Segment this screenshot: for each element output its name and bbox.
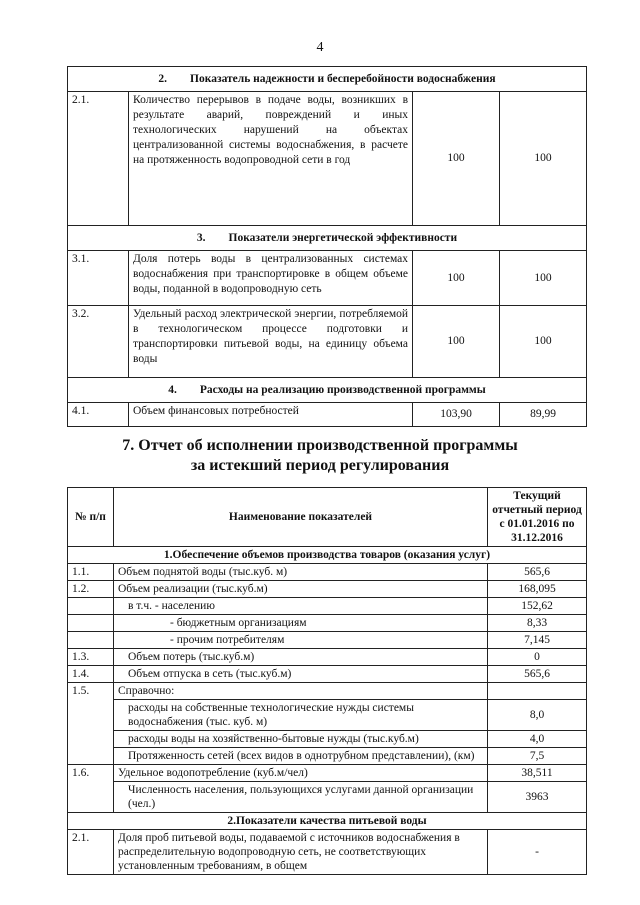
header-period: Текущий отчетный период с 01.01.2016 по 31.12.2016 <box>488 488 587 547</box>
table-row: 1.1. Объем поднятой воды (тыс.куб. м) 565,6 <box>68 564 587 581</box>
header-name: Наименование показателей <box>114 488 488 547</box>
section-header-3: 3. Показатели энергетической эффективности <box>68 226 587 251</box>
table-row: в т.ч. - населению 152,62 <box>68 598 587 615</box>
section-header-4: 4. Расходы на реализацию производственной программы <box>68 378 587 403</box>
table-row: Численность населения, пользующихся услугами данной организации (чел.) 3963 <box>68 782 587 813</box>
table-row: 3.1. Доля потерь воды в централизованных системах водоснабжения при транспортировке в общем объеме воды, поданной в водопроводную сеть 100 100 <box>68 251 587 306</box>
table-row: 1.3. Объем потерь (тыс.куб.м) 0 <box>68 649 587 666</box>
table-row: 1.5. Справочно: <box>68 683 587 700</box>
table-row: расходы на собственные технологические нужды системы водоснабжения (тыс. куб. м) 8,0 <box>68 700 587 731</box>
section-header-2: 2. Показатель надежности и бесперебойности водоснабжения <box>68 67 587 92</box>
table-row: расходы воды на хозяйственно-бытовые нужды (тыс.куб.м) 4,0 <box>68 731 587 748</box>
table-row: - бюджетным организациям 8,33 <box>68 615 587 632</box>
section-header-2-quality: 2.Показатели качества питьевой воды <box>68 813 587 830</box>
table-row: Протяженность сетей (всех видов в однотрубном представлении), (км) 7,5 <box>68 748 587 765</box>
table-row: 1.4. Объем отпуска в сеть (тыс.куб.м) 565,6 <box>68 666 587 683</box>
report-table <box>67 487 587 875</box>
table-row: 1.6. Удельное водопотребление (куб.м/чел) 38,511 <box>68 765 587 782</box>
table-row: 1.2. Объем реализации (тыс.куб.м) 168,095 <box>68 581 587 598</box>
indicators-table <box>67 66 587 427</box>
table-row: - прочим потребителям 7,145 <box>68 632 587 649</box>
page-number: 4 <box>316 40 324 55</box>
table-row: 2.1. Количество перерывов в подаче воды, возникших в результате аварий, повреждений и иных технологических нарушений на объектах централизованной системы водоснабжения, в расчете на протяженность водопроводной сети в год 100 100 <box>68 92 587 226</box>
table-row: 3.2. Удельный расход электрической энергии, потребляемой в технологическом процессе подготовки и транспортировки питьевой воды, на единицу объема воды 100 100 <box>68 306 587 378</box>
table-row: 2.1. Доля проб питьевой воды, подаваемой с источников водоснабжения в распределительную водопроводную сеть, не соответствующих установленным требованиям, в общем - <box>68 830 587 875</box>
section-7-title: 7. Отчет об исполнении производственной программы за истекший период регулирования <box>122 437 518 474</box>
header-num: № п/п <box>68 488 114 547</box>
section-header-1: 1.Обеспечение объемов производства товаров (оказания услуг) <box>68 547 587 564</box>
table-row: 4.1. Объем финансовых потребностей 103,90 89,99 <box>68 403 587 427</box>
